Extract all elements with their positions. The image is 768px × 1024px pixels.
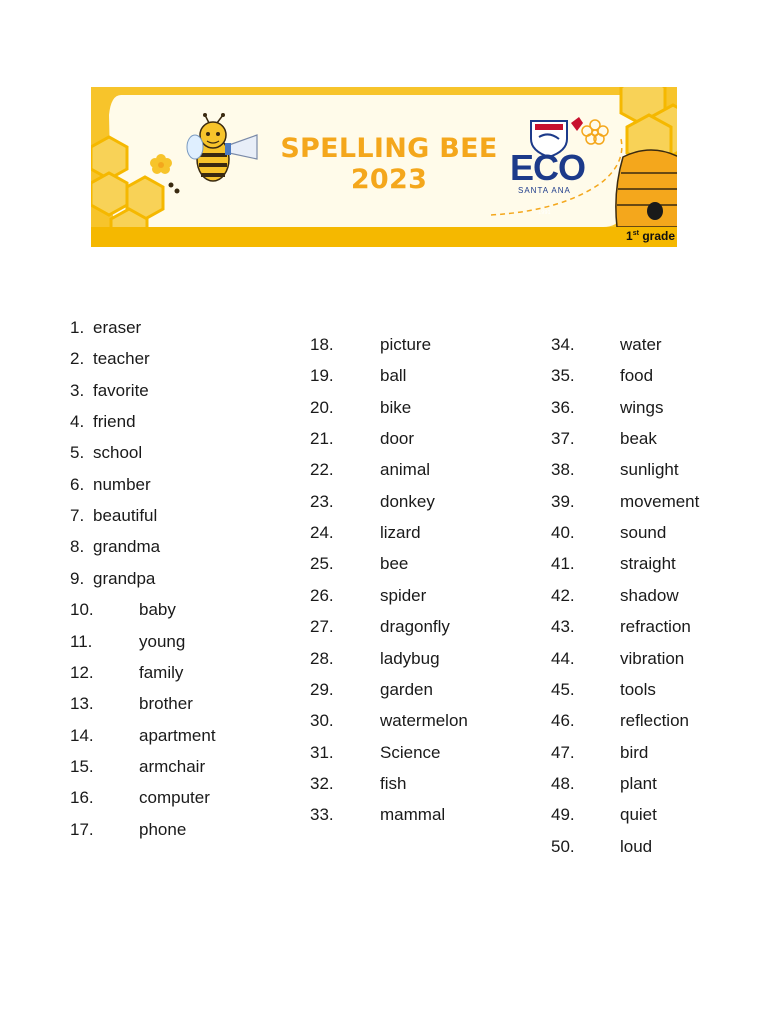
spelling-word: garden <box>380 679 433 699</box>
spelling-word: favorite <box>93 380 149 400</box>
item-number: 6. <box>70 474 85 494</box>
item-number: 39. <box>551 491 575 511</box>
item-number: 41. <box>551 554 575 574</box>
spelling-word: food <box>620 366 654 386</box>
spelling-word: fish <box>380 773 407 793</box>
item-number: 38. <box>551 460 575 480</box>
spelling-word: family <box>139 662 184 682</box>
spelling-word: sunlight <box>620 460 679 480</box>
item-number: 27. <box>310 617 334 637</box>
item-number: 7. <box>70 506 85 526</box>
spelling-word: baby <box>139 600 176 620</box>
item-number: 9. <box>70 568 85 588</box>
grade-suffix: st <box>632 230 639 237</box>
item-number: 47. <box>551 742 575 762</box>
title-line-1: SPELLING BEE <box>280 133 498 164</box>
item-number: 25. <box>310 554 334 574</box>
logo-name: ECO <box>510 147 586 188</box>
spelling-word: refraction <box>620 617 691 637</box>
spelling-word: beak <box>620 429 657 449</box>
item-number: 42. <box>551 585 575 605</box>
spelling-word: Science <box>380 742 441 762</box>
spelling-word: shadow <box>620 585 679 605</box>
item-number: 30. <box>310 711 334 731</box>
item-number: 24. <box>310 523 334 543</box>
item-number: 2. <box>70 349 85 369</box>
spelling-word: mammal <box>380 805 446 825</box>
item-number: 5. <box>70 443 85 463</box>
spelling-word: ball <box>380 366 407 386</box>
item-number: 14. <box>70 725 94 745</box>
item-number: 29. <box>310 679 334 699</box>
item-number: 26. <box>310 585 334 605</box>
spelling-word: computer <box>139 788 210 808</box>
item-number: 11. <box>70 631 93 651</box>
spelling-word: school <box>93 443 143 463</box>
item-number: 49. <box>551 805 575 825</box>
item-number: 20. <box>310 397 334 417</box>
banner-title <box>269 133 509 195</box>
spelling-word: animal <box>380 460 431 480</box>
spelling-word: straight <box>620 554 676 574</box>
item-number: 8. <box>70 537 85 557</box>
spelling-word: grandma <box>93 537 161 557</box>
item-number: 37. <box>551 429 575 449</box>
spelling-word: bike <box>380 397 412 417</box>
item-number: 31. <box>310 742 334 762</box>
item-number: 17. <box>70 819 94 839</box>
spelling-word: teacher <box>93 349 150 369</box>
item-number: 3. <box>70 380 85 400</box>
spelling-word: eraser <box>93 318 142 337</box>
tiny-bee-icon <box>169 183 174 188</box>
spelling-word: tools <box>620 679 656 699</box>
spelling-word: young <box>139 631 186 651</box>
item-number: 23. <box>310 491 334 511</box>
item-number: 4. <box>70 412 85 432</box>
logo-year: 1991 <box>538 210 551 216</box>
item-number: 22. <box>310 460 334 480</box>
item-number: 1. <box>70 318 85 337</box>
spelling-word: apartment <box>139 725 216 745</box>
item-number: 12. <box>70 662 94 682</box>
item-number: 15. <box>70 756 94 776</box>
item-number: 28. <box>310 648 334 668</box>
item-number: 32. <box>310 773 334 793</box>
item-number: 10. <box>70 600 94 620</box>
spelling-word: brother <box>139 694 193 714</box>
spelling-word: bird <box>620 742 649 762</box>
item-number: 19. <box>310 366 334 386</box>
item-number: 48. <box>551 773 575 793</box>
spelling-word: lizard <box>380 523 421 543</box>
item-number: 45. <box>551 679 575 699</box>
item-number: 43. <box>551 617 575 637</box>
item-number: 50. <box>551 836 575 856</box>
spelling-word: vibration <box>620 648 685 668</box>
spelling-bee-banner <box>91 87 677 247</box>
spelling-word: loud <box>620 836 653 856</box>
spelling-word: bee <box>380 554 409 574</box>
item-number: 16. <box>70 788 94 808</box>
spelling-word: spider <box>380 585 427 605</box>
grade-ordinal: 1 <box>626 229 633 243</box>
spelling-word: ladybug <box>380 648 440 668</box>
item-number: 35. <box>551 366 575 386</box>
title-line-2: 2023 <box>350 164 428 195</box>
grade-label <box>626 229 675 243</box>
spelling-word: water <box>620 335 662 354</box>
spelling-word: armchair <box>139 756 206 776</box>
item-number: 36. <box>551 397 575 417</box>
item-number: 18. <box>310 335 334 354</box>
grade-word: grade <box>642 229 675 243</box>
spelling-word: watermelon <box>380 711 468 731</box>
spelling-word: number <box>93 474 151 494</box>
item-number: 34. <box>551 335 575 354</box>
spelling-word: sound <box>620 523 667 543</box>
item-number: 13. <box>70 694 94 714</box>
item-number: 44. <box>551 648 575 668</box>
beehive-icon <box>616 150 677 227</box>
spelling-word: picture <box>380 335 432 354</box>
spelling-word: door <box>380 429 415 449</box>
grade-bar <box>91 227 677 247</box>
spelling-word: friend <box>93 412 136 432</box>
spelling-word: beautiful <box>93 506 158 526</box>
spelling-word: grandpa <box>93 568 156 588</box>
spelling-word: phone <box>139 819 187 839</box>
spelling-word: plant <box>620 773 657 793</box>
item-number: 33. <box>310 805 334 825</box>
item-number: 40. <box>551 523 575 543</box>
spelling-word: movement <box>620 491 700 511</box>
spelling-word: reflection <box>620 711 689 731</box>
item-number: 46. <box>551 711 575 731</box>
item-number: 21. <box>310 429 334 449</box>
logo-city: SANTA ANA <box>518 186 571 195</box>
spelling-word: dragonfly <box>380 617 450 637</box>
spelling-word: donkey <box>380 491 435 511</box>
spelling-word: quiet <box>620 805 657 825</box>
spelling-word: wings <box>620 397 664 417</box>
